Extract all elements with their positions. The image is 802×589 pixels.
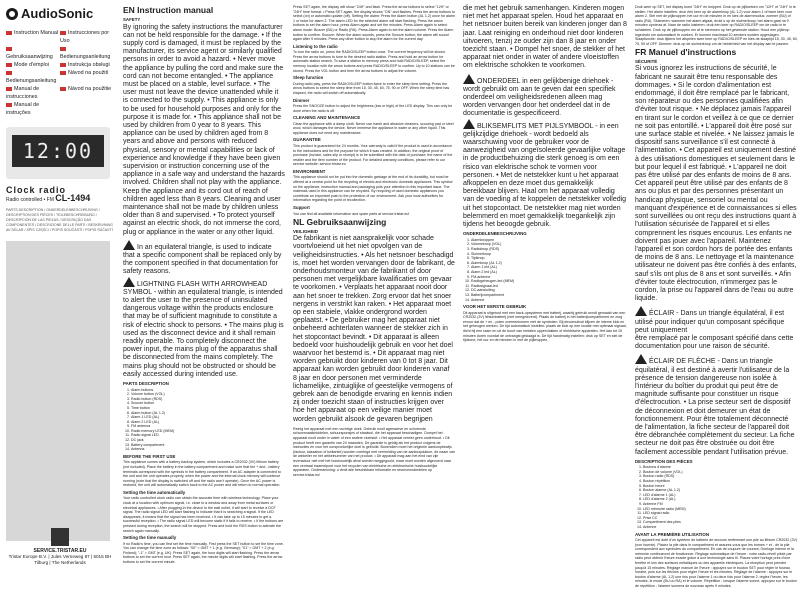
list-item: 13. Compartiment des piles	[643, 520, 798, 525]
list-item: 6. Alarm button (AL 1,2)	[131, 411, 285, 416]
list-item: 14. Antenne	[471, 298, 627, 303]
en-dimmer-title: Dimmer	[293, 97, 310, 103]
en-environment-title: ENVIRONMENT	[293, 168, 326, 174]
lightning-triangle-icon	[635, 354, 647, 364]
en-symbol-warning: In an equilateral triangle, is used to indicate that a specific component shall be replaced only by the component specified in that documentation for safety reasons.	[123, 240, 285, 277]
nl-safety-continued: die met het gebruik samenhangen. Kinderen mogen niet met het apparaat spelen. Houd het apparaat en het netsnoer buiten bereik van kinderen jonger dan 8 jaar. Laat reiniging en onderhoud niet door kinderen uitvoeren, tenzij ze ouder zijn dan 8 jaar en onder toezicht staan. • Dompel het snoer, de stekker of het apparaat niet onder in water of andere vloeistoffen om elektrische schokken te voorkomen.	[463, 5, 627, 70]
en-dimmer-text: Press the SNOOZE button to adjust the brightness (low or high) of the LED display. This can only be done when the radio is off.	[293, 104, 453, 113]
fr-parts-title: DESCRIPTION DES PIÈCES	[635, 458, 693, 464]
language-item: Manual de instruções	[6, 102, 40, 116]
nl-operation-text: Druk weer op SET, het display toont "24H" en knippert. Druk op de pijltoetsen om "12H" of "24H" in te stellen. Het alarm instellen: druk één keer op de alarmknop (AL 1,2) voor alarm 1 of twee keer voor alarm 2. Stel met de pijlknoppen het uur en de minuten in en kies de alarmmodus: zoemer (BU) of radio (RA). Sluimeren: wanneer het alarm afgaat, drukt u op de sluimerknop; het alarm gaat na 9 minuten opnieuw af. Naar de radio luisteren: druk één keer op RADIO/SLEEP om de radio in te schakelen. Druk op de pijlknoppen om af te stemmen op het gewenste station. Houd een pijlknop ingedrukt om automatisch te zoeken. Er kunnen maximaal 10 zenders worden opgeslagen. Slaapfunctie: druk tijdens het afspelen twee keer op RADIO/SLEEP en kies de slaaptijd 15, 30, 45, 60, 75, 90 of OFF. Dimmer: druk op de sluimerknop om de helderheid van het display aan te passen.	[635, 5, 798, 46]
flag-icon	[60, 47, 66, 51]
nl-heading: NL Gebruiksaanwijzing	[293, 216, 387, 227]
list-item: 1. Alarm buttons	[131, 388, 285, 393]
list-item: 12. DC-aansluiting	[471, 288, 627, 293]
fr-before-text: Cet appareil est doté d'un système de batterie de secours renfermant une pile au lithium CR2032 (3V) (non fournie). Placez la pile dans le compartiment et assurez-vous que les bornes + et - de la pile correspondent aux symboles du compartiment. En cas de coupure de courant, l'horloge interne et la mémoire continueront de fonctionner. Réglage automatique de l'heure : votre radio-réveil piloté par radio peut obtenir l'heure exacte grâce à une technologie sans fil. Placez votre horloge près d'une fenêtre et loin des surfaces métalliques ou des appareils électriques. La réception peut prendre jusqu'à 15 minutes. Réglage manuel de l'heure : appuyez sur le bouton SET pour régler le fuseau horaire, puis sur les flèches pour régler l'heure et les minutes. Réglage de l'alarme : appuyez sur le bouton d'alarme (AL 1,2) une fois pour l'alarme 1 ou deux fois pour l'alarme 2, réglez l'heure, les minutes, le mode (BU ou RA) et le volume. Répétition : lorsque l'alarme sonne, appuyez sur le bouton de répétition ; l'alarme sonnera de nouveau après 9 minutes.	[635, 538, 798, 589]
list-item: 10. Radio memory LED (MEM)	[131, 429, 285, 434]
product-model	[6, 195, 114, 204]
nl-parts-title: ONDERDELENBESCHRIJVING	[463, 231, 527, 237]
list-item: 8. Alarm 2 led (AL)	[471, 270, 627, 275]
en-radio-title: Listening to the radio	[293, 43, 338, 49]
en-setting-title: Setting the time automatically	[123, 489, 186, 495]
model-prefix: Radio controlled • FM	[6, 197, 54, 203]
nl-before-text: Dit apparaat is uitgerust met een back-upsysteem met batterij, waarbij gebruik wordt gemaakt van een CR2032 (3V) lithiumbatterij (niet meegeleverd). Plaats de batterij in het batterijcompartiment en zorg ervoor dat de + en - polen overeenkomen met de symbolen. Bij stroomuitval blijven de interne klok en het geheugen werken. De tijd automatisch instellen: plaats de klok op een locatie met optimaal signaal, dicht bij een raam en uit de buurt van metalen oppervlakken of elektrische apparaten. Het kan tot 15 minuten duren voordat de ontvangst geslaagd is. De tijd handmatig instellen: druk op SET en stel de tijdzone, het uur en de minuten in met de pijlknoppen.	[463, 310, 627, 343]
list-item: 12. Prise CC	[643, 516, 798, 521]
en-radio-text: To turn the radio on, press the RADIO/SLEEP button once. The current frequency will be shown. Press the arrow buttons to tune to the desired radio station. Press and hold an arrow button for automatic station search. To save a station to memory press and hold RADIO/SLEEP, select the memory location with the arrow buttons and press RADIO/SLEEP to confirm. Up to 10 stations can be stored. Press the VOL button and then the arrow buttons to adjust the volume.	[293, 50, 455, 73]
en-before-title: BEFORE THE FIRST USE	[123, 453, 176, 459]
list-item: 5. Tijdknop	[471, 256, 627, 261]
fr-before-title: AVANT LA PREMIÈRE UTILISATION	[635, 531, 709, 537]
fr-safety-title: SÉCURITÉ	[635, 58, 658, 64]
list-item: 2. Volumeknop (VOL)	[471, 242, 627, 247]
list-item: 10. Radiogeheugen-led (MEM)	[471, 279, 627, 284]
nl-body-text: Reinig het apparaat met een vochtige doek. Gebruik nooit agressieve en schurende schoonmaakmiddelen, schuursponsjes of staalwol, die het apparaat beschadigen. Dompel het apparaat nooit onder in water of een andere vloeistof. • Het apparaat vereist geen onderhoud. • Dit product heeft een garantie van 24 maanden. De garantie is geldig als het product volgens de instructies en voor het oorspronkelijke doel is gebruikt. Bovendien moet het originele aankoopbewijs (factuur, kassabon of kwitantie) worden overlegd met vermelding van de aankoopdatum, de naam van de winkelier en het artikelnummer van het product. • Dit apparaat mag aan het eind van zijn levensduur niet met het huishoudelijk afval worden weggegooid, maar moet worden afgevoerd naar een centraal inzamelpunt voor het recyclen van elektrische en elektronische huishoudelijke apparaten. Ondersteuning: u vindt alle beschikbare informatie en reserveonderdelen op service.tristar.eu!	[293, 426, 456, 477]
list-item: 7. Alarm 1 led (AL)	[471, 265, 627, 270]
nl-column	[460, 0, 630, 575]
en-guarantee-text: This product is guaranteed for 24 months. Your warranty is valid if the product is used in accordance to the instructions and for the purpose for which it was created. In addition, the original proof of purchase (invoice, sales slip or receipt) is to be submitted with the date of purchase, the name of the retailer and the item number of the product. For detailed warranty conditions, please refer to our service website: service.tristar.eu	[293, 143, 453, 167]
list-item: 4. Snooze button	[131, 401, 285, 406]
flag-icon	[6, 31, 12, 35]
language-item: Instrucciones por Uso	[60, 30, 110, 44]
en-guarantee-title: GUARANTEE	[293, 137, 321, 143]
list-item: 11. LED signal radio	[643, 511, 798, 516]
list-item: 7. LED d'alarme 1 (AL)	[643, 493, 798, 498]
list-item: 3. Bouton radio (RDS)	[643, 474, 798, 479]
model-number: CL-1494	[55, 193, 91, 203]
en-setting-text: Your radio controlled clock radio can obtain the accurate time with wireless technology. Place your clock at a location with optimum signal, i.e. close to a window and away from metal surfaces or electrical appliances. • After plugging-in the device to the wall outlet, it will start to receive a DCF signal. The radio signal LED will start flashing to indicate that it is searching a signal. If the LED disappears, it means that the signal has been received. • It can take up to 15 minutes to get a successful reception. • The radio signal LED will become static if it fails to receive. • If the buttons are pressed during reception, the search will be stopped. Press and hold the RDS button to activate the search again manually.	[123, 496, 284, 533]
warning-triangle-icon	[463, 74, 475, 84]
en-heading: EN Instruction manual	[123, 5, 214, 15]
en-sleep-text: During radio play, press the RADIO/SLEEP button twice to enter the sleep time setting. Press the arrow buttons to select the sleep time from 15, 30, 45, 60, 75, 90 or OFF. When the sleep time has elapsed, the radio will switch off automatically.	[293, 81, 450, 95]
company-address: Tristar Europe B.V. | Jules Verneweg 87 | 5015 BH Tilburg | The Netherlands	[8, 554, 112, 565]
warning-triangle-icon	[123, 240, 135, 250]
warning-triangle-icon	[635, 306, 647, 316]
lightning-triangle-icon	[123, 277, 135, 287]
en-environment-text: This appliance should not be put into the domestic garbage at the end of its durability, but must be offered at a central point for the recycling of electric and electronic domestic appliances. This symbol on the appliance, instruction manual and packaging puts your attention to this important issue. The materials used in this appliance can be recycled. By recycling of used domestic appliances you contribute an important push to the protection of our environment. Ask your local authorities for information regarding the point of recollection.	[293, 175, 453, 203]
language-item: Manual de instrucciones	[6, 86, 40, 100]
list-item: 12. DC jack	[131, 438, 285, 443]
list-item: 11. Radiosignaal-led	[471, 284, 627, 289]
language-list	[6, 29, 114, 117]
en-lightning-warning: LIGHTNING FLASH WITH ARROWHEAD SYMBOL - within an equilateral triangle, is intended to alert the user to the presence of uninsulated dangerous voltage within the products enclosure that may be of sufficient magnitude to constitute a risk of electric shock to persons. • The mains plug is used as the disconnect device and it shall remain readily operable. To completely disconnect the power input, the mains plug of the apparatus shall be disconnected from the mains completely. The mains plug should not be obstructed or should be easily accessed during intended use.	[123, 277, 285, 379]
nl-parts-list	[463, 238, 627, 302]
list-item: 7. Alarm 1 LED (AL)	[131, 415, 285, 420]
en-manual-title: Setting the time manually	[123, 535, 177, 541]
flag-icon	[60, 87, 66, 91]
flag-icon	[6, 87, 12, 91]
fr-lightning-warning: ÉCLAIR DE FLÈCHE - Dans un triangle équilatéral, il est destiné à avertir l'utilisateur de la présence de tension dangereuse non isolée à l'intérieur du boîtier du produit qui peut être de magnitude suffisante pour constituer un risque d'électrocution. • La prise secteur sert de dispositif de déconnexion et doit demeurer un état de fonctionnement. Pour être totalement déconnecté de l'alimentation, la fiche secteur de l'appareil doit être débranchée complètement du secteur. La fiche secteur ne doit pas être obstruée ou doit être facilement accessible pendant l'utilisation prévue.	[635, 354, 798, 456]
list-item: 5. Time button	[131, 406, 285, 411]
en-support-text: You can find all available information and spare parts at service.tristar.eu!	[293, 211, 410, 216]
list-item: 5. Bouton heure	[643, 484, 798, 489]
list-item: 6. Alarmknop (AL 1,2)	[471, 261, 627, 266]
nl-symbol-warning: ONDERDEEL in een gelijkbenige driehoek - wordt gebruikt om aan te geven dat een specifiek onderdeel om veiligheidsredenen alleen mag worden vervangen door het onderdeel dat in de documentatie is gespecificeerd.	[463, 74, 627, 119]
product-name: Clock radio	[6, 185, 67, 195]
list-item: 2. Volume button (VOL)	[131, 392, 285, 397]
fr-heading: FR Manuel d'instructions	[635, 46, 737, 57]
en-sleep-title: Sleep function	[293, 75, 324, 81]
cover-column	[0, 0, 118, 575]
nl-safety-text: De fabrikant is niet aansprakelijk voor schade voortvloeiend uit het niet opvolgen van de veiligheidsinstructies. • Als het netsnoer beschadigd is, moet het worden vervangen door de fabrikant, de onderhoudsmonteur van de fabrikant of door personen met vergelijkbare kwalificaties om gevaar te voorkomen. • Verplaats het apparaat nooit door aan het snoer te trekken. Zorg ervoor dat het snoer nergens in verstrikt kan raken. • Het apparaat moet op een stabiele, vlakke ondergrond worden geplaatst. • De gebruiker mag het apparaat niet onbeheerd achterlaten wanneer de stekker zich in het stopcontact bevindt. • Dit apparaat is alleen bedoeld voor huishoudelijk gebruik en voor het doel waarvoor het bestemd is. • Dit apparaat mag niet worden gebruikt door kinderen van 0 tot 8 jaar. Dit apparaat kan worden gebruikt door kinderen vanaf 8 jaar en door personen met verminderde lichamelijke, zintuiglijke of geestelijke vermogens of gebrek aan de benodigde ervaring en kennis indien zij onder toezicht staan of instructies krijgen over hoe het apparaat op een veilige manier moet worden gebruikt alsook de gevaren begrijpen	[293, 235, 455, 423]
fr-safety-text: Si vous ignorez les instructions de sécurité, le fabricant ne saurait être tenu responsable des dommages. • Si le cordon d'alimentation est endommagé, il doit être remplacé par le fabricant, son réparateur ou des personnes qualifiées afin d'éviter tout risque. • Ne déplacez jamais l'appareil en tirant sur le cordon et veillez à ce que ce dernier ne soit pas entortillé. • L'appareil doit être posé sur une surface stable et nivelée. • Ne laissez jamais le dispositif sans surveillance s'il est connecté à l'alimentation. • Cet appareil est uniquement destiné à des utilisations domestiques et seulement dans le but pour lequel il est fabriqué. • L'appareil ne doit pas être utilisé par des enfants de moins de 8 ans. Cet appareil peut être utilisé par des enfants de 8 ans ou plus et par des personnes présentant un handicap physique, sensoriel ou mental ou manquant d'expérience et de connaissances si elles sont surveillées ou ont reçu des instructions quant à l'utilisation sécurisée de l'appareil et si elles comprennent les risques encourus. Les enfants ne doivent pas jouer avec l'appareil. Maintenez l'appareil et son cordon hors de portée des enfants de moins de 8 ans. Le nettoyage et la maintenance utilisateur ne doivent pas être confiés à des enfants, sauf s'ils ont plus de 8 ans et sont surveillés. • Afin d'éviter toute électrocution, n'immergez pas le cordon, la prise ou l'appareil dans de l'eau ou autre liquide.	[635, 65, 797, 303]
list-item: 13. Battery compartment	[131, 443, 285, 448]
list-item: 1. Alarmknoppen	[471, 238, 627, 243]
nl-safety-title: VEILIGHEID	[293, 228, 318, 234]
en-column	[120, 0, 288, 575]
language-item: Instrukcja obsługi	[60, 61, 114, 69]
list-item: 4. Bouton répétition	[643, 479, 798, 484]
qr-code-icon	[51, 528, 69, 546]
service-url[interactable]: SERVICE.TRISTAR.EU	[33, 548, 87, 554]
list-item: 4. Sluimerknop	[471, 252, 627, 257]
list-item: 13. Batterijcompartiment	[471, 293, 627, 298]
en-safety-text: By ignoring the safety instructions the manufacturer can not be held responsible for the damage. • If the supply cord is damaged, it must be replaced by the manufacturer, its service agent or similarly qualified persons in order to avoid a hazard. • Never move the appliance by pulling the cord and make sure the cord can not become entangled. • The appliance must be placed on a stable, level surface. • The user must not leave the device unattended while it is connected to the supply. • This appliance is only to be used for household purposes and only for the purpose it is made for. • This appliance shall not be used by children from 0 year to 8 years. This appliance can be used by children aged from 8 years and above and persons with reduced physical, sensory or mental capabilities or lack of experience and knowledge if they have been given supervision or instruction concerning use of the appliance in a safe way and understand the hazards involved. Children shall not play with the appliance. Keep the appliance and its cord out of reach of children aged less than 8 years. Cleaning and user maintenance shall not be made by children unless older than 8 and supervised. • To protect yourself against an electric shock, do not immerse the cord, plug or appliance in the water or any other liquid.	[123, 23, 285, 236]
list-item: 8. LED d'alarme 2 (AL)	[643, 497, 798, 502]
flag-icon	[6, 47, 12, 51]
en-nl-column	[290, 0, 458, 575]
flag-icon	[60, 63, 66, 67]
fr-symbol-warning: ÉCLAIR - Dans un triangle équilatéral, il est utilisé pour indiquer qu'un composant spécifique peut uniquement	[635, 306, 798, 335]
list-item: 3. Radioknop (RDS)	[471, 247, 627, 252]
list-item: 11. Radio signal LED	[131, 433, 285, 438]
en-parts-title: PARTS DESCRIPTION	[123, 381, 169, 387]
parts-diagram-placeholder	[6, 241, 110, 541]
list-item: 14. Antenne	[643, 525, 798, 530]
list-item: 1. Boutons d'alarme	[643, 465, 798, 470]
en-cleaning-title: CLEANING AND MAINTENANCE	[293, 115, 361, 121]
en-before-text: This appliance comes with a battery backup system, which includes a CR2032 (3V) lithium battery (not included). Place the battery in the battery compartment and make sure that the + and - battery terminals correspond with the symbols in the battery compartment. If an AC adapter is connected to the unit and the unit operates properly, when the power and the internal clock memory will continue running (note that the display is switched off and the radio won't operate). Once the AC power is restored, the unit will automatically switch back to the AC power and will return to normal operation.	[123, 460, 282, 488]
language-item: Návod na použití	[60, 69, 114, 85]
parts-description-heading: PARTS DESCRIPTION / ONDERDELENBESCHRIJVING / DESCRIPTION DES PIÈCES / TEILEBESCHREIBUNG / DESCRIPCIÓN DE LAS PIEZAS / DESCRIÇÃO DAS COMPONENTES / DESCRIZIONE DELLE PARTI / BESKRIVNING AV DELAR / SPIS CZĘŚCI / POPIS SOUČÁSTÍ / POPIS SÚČASTÍ	[6, 208, 113, 232]
en-support-title: Support	[293, 205, 310, 210]
fr-warning-continued: être remplacé par le composant spécifié dans cette documentation pour une raison de sécurité.	[635, 334, 794, 351]
lightning-triangle-icon	[463, 119, 475, 129]
en-operation-text: Press SET again, the display will show "24H" and flash. Press the arrow buttons to select "12H" or "24H" time format. • Press SET again, the display shows "ON" and flashes. Press the arrow buttons to select (on) or automatic update (off). Setting the alarm: Press the Alarm button (AL 1,2) once for alarm 1 or twice for alarm 2. The alarm LED for the selected alarm will start flashing. Press the arrow buttons to set the alarm hour, press Alarm again and set the minutes. Press Alarm again to select alarm mode: Buzzer (BU) or Radio (RA). Press Alarm again to set the alarm volume. Press the Alarm button to confirm. Snooze: When the alarm sounds, press the Snooze button; the alarm will sound again after 9 minutes. Press any other button to stop the alarm for the current day.	[293, 5, 455, 42]
en-safety-title: SAFETY	[123, 17, 141, 22]
flag-icon	[6, 103, 12, 107]
nl-fr-column	[632, 0, 802, 589]
list-item: 9. FM antenna	[131, 424, 285, 429]
brand-logo	[6, 6, 114, 21]
clock-radio-image	[6, 127, 110, 179]
list-item: 9. Antenne FM	[643, 502, 798, 507]
flag-icon	[6, 63, 12, 67]
list-item: 6. Bouton alarme (AL 1,2)	[643, 488, 798, 493]
en-manual-text: If no Radio's time, you can first set the time manually. First press the SET button to set the time zone. You can change the time zone as follows: "00" = GMT + 1 (e.g. Germany); "01" = GMT + 2 (e.g. Finland); "-1" = GMT (e.g. UK). Press SET again, the hour digits will start flashing. Press the arrow buttons to set the current hour. Press SET again, the minute digits will start flashing. Press the arrow buttons to set the current minute.	[123, 541, 284, 565]
brand-name: AudioSonic	[21, 6, 94, 21]
list-item: 2. Bouton de volume (VOL)	[643, 470, 798, 475]
nl-lightning-warning: BLIKSEMFLITS MET PIJLSYMBOOL - in een gelijkzijdige driehoek - wordt bedoeld als waarschuwing voor de gebruiker voor de aanwezigheid van ongeïsoleerde gevaarlijke voltage in de productbehuizing die sterk genoeg is om een risico van elektrische schok te vormen voor personen. • Met de netstekker kunt u het apparaat afkoppelen en deze moet dus gemakkelijk bereikbaar blijven. Haal om het apparaat volledig van de voeding af te koppelen de netstekker volledig uit het stopcontact. De netstekker mag niet worden belemmerd en moet gemakkelijk toegankelijk zijn tijdens het beoogde gebruik.	[463, 119, 627, 230]
fr-parts-list	[635, 465, 798, 529]
language-item: Návod na použitie	[60, 85, 114, 101]
list-item: 9. FM-antenne	[471, 275, 627, 280]
language-item: Bedienungsanleitung	[6, 69, 60, 85]
language-item: Instruction Manual	[6, 29, 60, 45]
list-item: 3. Radio button (RDS)	[131, 397, 285, 402]
flag-icon	[6, 71, 12, 75]
nl-before-title: VOOR HET EERSTE GEBRUIK	[463, 304, 527, 310]
language-item: Bedienungsanleitung	[60, 45, 114, 61]
en-parts-list	[123, 388, 285, 452]
audiosonic-logo-icon	[6, 8, 18, 20]
list-item: 14. Antenna	[131, 447, 285, 452]
clock-display: 12:00	[12, 135, 104, 167]
flag-icon	[60, 71, 66, 75]
flag-icon	[60, 31, 66, 35]
language-item: Gebruiksaanwijzing	[6, 45, 60, 61]
list-item: 10. LED mémoire radio (MEM)	[643, 507, 798, 512]
language-item: Mode d'emploi	[6, 61, 60, 69]
footer	[6, 528, 114, 566]
en-cleaning-text: Clean the appliance with a damp cloth. Never use harsh and abrasive cleaners, scouring pad or steel wool, which damages the device. Never immerse the appliance in water or any other liquid. This appliance does not need any maintenance.	[293, 121, 454, 135]
list-item: 8. Alarm 2 LED (AL)	[131, 420, 285, 425]
